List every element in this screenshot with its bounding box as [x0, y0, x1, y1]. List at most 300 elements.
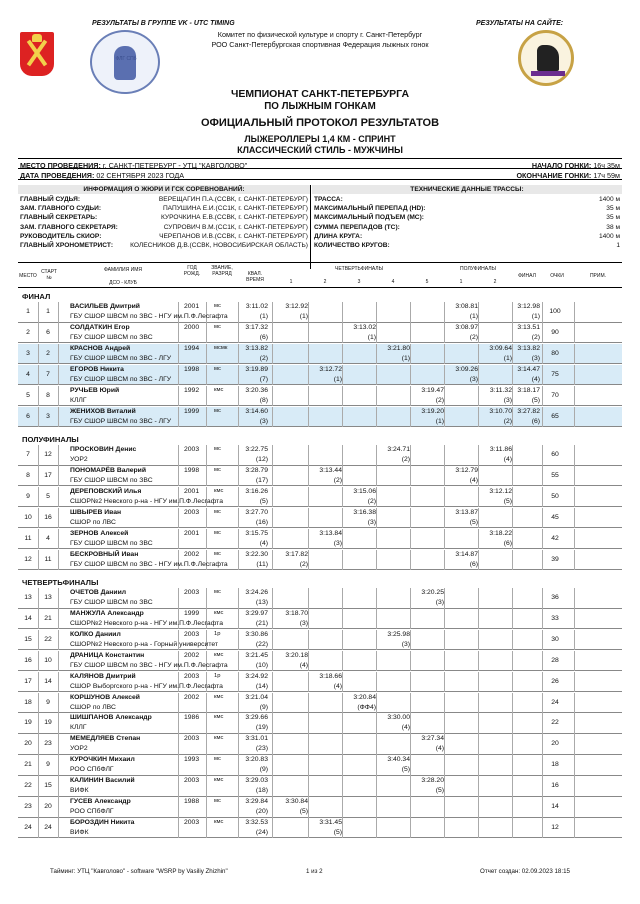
heat-time: 3:12.92: [285, 303, 308, 310]
place-cell: 7: [26, 451, 30, 458]
table-row: [18, 734, 622, 755]
tech-value: 35 м: [606, 205, 620, 213]
table-row: [18, 818, 622, 839]
athlete-name: БЕСКРОВНЫЙ Иван: [70, 550, 139, 558]
tech-row: [312, 232, 622, 241]
bib-cell: 6: [46, 328, 50, 336]
place-cell: 3: [26, 349, 30, 357]
spb-coat-of-arms-logo: [20, 32, 54, 76]
athlete-club: ВИФК: [70, 787, 89, 795]
venue-label: МЕСТО ПРОВЕДЕНИЯ:: [20, 160, 101, 170]
col-points: ОЧКИ: [550, 273, 564, 279]
qual-time: 3:21.45: [245, 651, 268, 659]
col-start: СТАРТ №: [41, 269, 57, 281]
col-final: ФИНАЛ: [518, 273, 536, 279]
sport-title: ПО ЛЫЖНЫМ ГОНКАМ: [264, 101, 376, 112]
qual-position: (23): [255, 745, 268, 753]
place-cell: 12: [24, 555, 32, 563]
birth-year: 2001: [184, 487, 200, 495]
athlete-club: СШОР№2 Невского р-на - НГУ им.П.Ф.Лесгафта: [70, 497, 223, 505]
qual-time: 3:29.84: [245, 798, 268, 805]
points-cell: 30: [551, 635, 559, 643]
qual-time: 3:30.86: [245, 630, 268, 638]
athlete-club: ГБУ СШОР ШВСМ по ЗВС: [70, 599, 153, 606]
athlete-name: ПОНОМАРЁВ Валерий: [70, 466, 147, 474]
heat-position: (3): [401, 640, 410, 648]
place-cell: 19: [24, 719, 32, 727]
place-cell: 8: [26, 471, 30, 479]
championship-title: ЧЕМПИОНАТ САНКТ-ПЕТЕРБУРГА: [230, 88, 410, 100]
sport-rank: мс: [214, 323, 221, 330]
athlete-name: ЕГОРОВ Никита: [70, 365, 124, 373]
tech-row: [312, 223, 622, 232]
heat-time: 3:08.81: [455, 303, 478, 310]
heat-time: 3:18.66: [319, 672, 342, 680]
col-q3: 3: [357, 279, 361, 285]
col-s1: 1: [459, 279, 463, 285]
athlete-name: МЕМЕДЛЯЕВ Степан: [70, 735, 141, 743]
place-cell: 1: [26, 308, 30, 315]
place-cell: 5: [26, 391, 30, 399]
jury-role: ЗАМ. ГЛАВНОГО СЕКРЕТАРЯ:: [20, 223, 118, 231]
col-qual: КВАЛ. ВРЕМЯ: [246, 271, 264, 283]
table-row: [18, 365, 622, 386]
table-row: [18, 630, 622, 651]
table-row: [18, 776, 622, 797]
tech-value: 38 м: [606, 223, 620, 231]
points-cell: 16: [551, 782, 559, 790]
heat-time: 3:13.02: [353, 323, 376, 331]
tech-param: ТРАССА:: [314, 196, 343, 203]
footer-created: Отчет создан: 02.09.2023 18:15: [480, 868, 570, 875]
site-results-link[interactable]: РЕЗУЛЬТАТЫ НА САЙТЕ:: [476, 20, 564, 27]
heat-position: (1): [401, 354, 410, 362]
heat-time: 3:31.45: [319, 818, 342, 826]
footer-page: 1 из 2: [306, 868, 323, 875]
heat-position: (3): [469, 375, 478, 383]
qual-position: (17): [255, 476, 268, 484]
athlete-club: ГБУ СШОР ШВСМ по ЗВС - НГУ им.П.Ф.Лесгафта: [70, 560, 228, 568]
sport-rank: кмс: [214, 693, 224, 700]
athlete-name: КОЛКО Даниил: [70, 630, 121, 638]
qual-position: (7): [259, 375, 268, 383]
heat-time: 3:12.79: [455, 466, 478, 474]
sport-rank: мс: [214, 529, 221, 536]
athlete-club: ГБУ СШОР ШВСМ по ЗВС - ЛГУ: [70, 375, 172, 383]
birth-year: 2002: [184, 651, 200, 659]
col-year: ГОД РОЖД.: [183, 265, 201, 277]
heat-position: (1): [367, 333, 376, 341]
points-cell: 22: [551, 719, 559, 727]
jury-row: [18, 232, 310, 241]
points-cell: 33: [551, 614, 559, 622]
athlete-club: ГБУ СШОР ШВСМ по ЗВС: [70, 539, 153, 547]
tech-param: СУММА ПЕРЕПАДОВ (TC):: [314, 223, 400, 231]
col-q4: 4: [391, 279, 395, 285]
athlete-club: СШОР№2 Невского р-на - НГУ им.П.Ф.Лесгафта: [70, 619, 223, 627]
birth-year: 1998: [184, 466, 200, 474]
heat-position: (3): [333, 539, 342, 547]
jury-row: [18, 213, 310, 222]
place-cell: 20: [24, 740, 32, 748]
place-cell: 14: [24, 614, 32, 622]
points-cell: 80: [551, 349, 559, 357]
col-place: МЕСТО: [19, 273, 37, 279]
heat-position: (4): [401, 724, 410, 732]
heat-position: (3): [299, 619, 308, 627]
heat-time: 3:10.70: [489, 407, 512, 415]
table-row: [18, 386, 622, 407]
tech-param: МАКСИМАЛЬНЫЙ ПЕРЕПАД (HD):: [314, 205, 426, 213]
athlete-name: КРАСНОВ Андрей: [70, 344, 131, 352]
jury-person: КУРОЧКИНА Е.В.(ССВК, г. САНКТ-ПЕТЕРБУРГ): [161, 214, 308, 222]
col-q5: 5: [425, 279, 429, 285]
athlete-name: ОЧЕТОВ Даниил: [70, 589, 127, 596]
jury-person: СУПРОВИЧ В.М.(СС1К, г. САНКТ-ПЕТЕРБУРГ): [163, 223, 308, 231]
sport-rank: 1р: [214, 672, 221, 679]
birth-year: 1988: [184, 798, 200, 805]
birth-year: 2000: [184, 323, 200, 331]
points-cell: 18: [551, 761, 559, 769]
points-cell: 60: [551, 451, 559, 458]
qual-position: (21): [255, 619, 268, 627]
table-row: [18, 693, 622, 714]
sport-rank: мс: [214, 550, 221, 557]
points-cell: 42: [551, 534, 559, 542]
birth-year: 1993: [184, 756, 200, 764]
birth-year: 2003: [184, 508, 200, 516]
heat-time: 3:12.12: [489, 487, 512, 495]
table-row: [18, 550, 622, 571]
heat-time: 3:08.97: [455, 323, 478, 331]
athlete-name: ШИШПАНОВ Александр: [70, 714, 152, 722]
athlete-club: РОО СПбФЛГ: [70, 766, 114, 774]
tech-row: [312, 195, 622, 204]
points-cell: 65: [551, 412, 559, 420]
table-row: [18, 323, 622, 344]
heat-position: (5): [503, 497, 512, 505]
qual-position: (6): [259, 333, 268, 341]
heat-position: (1): [435, 417, 444, 425]
final-position: (1): [531, 313, 540, 320]
heat-position: (4): [435, 745, 444, 753]
table-row: [18, 407, 622, 428]
bib-cell: 21: [44, 614, 52, 622]
athlete-name: КАЛЯНОВ Дмитрий: [70, 672, 136, 680]
section-semifinal: ПОЛУФИНАЛЫ: [22, 435, 79, 444]
athlete-club: УОР2: [70, 456, 88, 463]
heat-time: 3:19.20: [421, 407, 444, 415]
tech-row: [312, 213, 622, 222]
sport-rank: мс: [214, 446, 221, 452]
points-cell: 75: [551, 370, 559, 378]
birth-year: 2003: [184, 818, 200, 826]
bib-cell: 23: [44, 740, 52, 748]
discipline-title: ЛЫЖЕРОЛЛЕРЫ 1,4 КМ - СПРИНТ: [244, 134, 396, 144]
points-cell: 45: [551, 513, 559, 521]
qual-time: 3:28.79: [245, 466, 268, 474]
jury-person: ПАПУШИНА Е.И.(СС1К, г. САНКТ-ПЕТЕРБУРГ): [162, 205, 308, 213]
heat-position: (1): [469, 313, 478, 320]
tech-value: 35 м: [606, 214, 620, 222]
tech-row: [312, 241, 622, 250]
qual-position: (14): [255, 682, 268, 690]
bib-cell: 5: [46, 492, 50, 500]
athlete-club: СШОР№2 Невского р-на - Горный университет: [70, 640, 219, 648]
place-cell: 15: [24, 635, 32, 643]
section-final: ФИНАЛ: [22, 292, 51, 301]
table-row: [18, 487, 622, 508]
birth-year: 2003: [184, 735, 200, 743]
heat-position: (3): [367, 518, 376, 526]
heat-time: 3:14.87: [455, 550, 478, 558]
jury-header: ИНФОРМАЦИЯ О ЖЮРИ И ГСК СОРЕВНОВАНИЙ:: [18, 185, 310, 194]
final-time: 3:14.47: [517, 365, 540, 373]
jury-person: ВЕРЕЩАГИН П.А.(ССВК, г. САНКТ-ПЕТЕРБУРГ): [158, 196, 308, 203]
athlete-club: ГБУ СШОР ШВСМ по ЗВС: [70, 476, 153, 484]
heat-position: (4): [333, 682, 342, 690]
heat-time: 3:20.18: [285, 651, 308, 659]
bib-cell: 14: [44, 677, 52, 685]
points-cell: 55: [551, 471, 559, 479]
qual-position: (11): [256, 560, 268, 568]
sport-rank: мс: [214, 303, 221, 309]
sport-rank: мс: [214, 407, 221, 414]
qual-time: 3:19.89: [245, 365, 268, 373]
heat-time: 3:19.47: [421, 386, 444, 394]
heat-position: (4): [299, 661, 308, 669]
heat-position: (2): [435, 396, 444, 404]
bib-cell: 16: [44, 513, 52, 521]
birth-year: 1986: [184, 714, 200, 722]
footer-timing: Тайминг: УТЦ "Кавголово" - software "WSRP by Vasiliy Zhizhin": [50, 868, 228, 875]
qual-position: (9): [259, 703, 268, 711]
jury-row: [18, 223, 310, 232]
heat-time: 3:20.25: [421, 589, 444, 596]
athlete-club: СШОР по ЛВС: [70, 703, 116, 711]
end-value: 17ч 59м: [593, 170, 620, 180]
sport-rank: кмс: [214, 714, 224, 721]
tech-value: 1400 м: [598, 232, 620, 240]
place-cell: 6: [26, 412, 30, 420]
birth-year: 2001: [184, 303, 200, 310]
heat-time: 3:09.26: [455, 365, 478, 373]
bib-cell: 10: [44, 656, 52, 664]
qual-position: (12): [255, 456, 268, 463]
ski-federation-logo: ФЛГ СПб: [90, 30, 160, 94]
heat-position: (6): [469, 560, 478, 568]
start-value: 16ч 35м: [593, 160, 620, 170]
start-label: НАЧАЛО ГОНКИ:: [531, 160, 592, 170]
bronze-horseman-emblem-logo: [518, 30, 574, 86]
qual-position: (13): [255, 599, 268, 606]
bib-cell: 11: [44, 555, 52, 563]
athlete-club: ГБУ СШОР ШВСМ по ЗВС - НГУ им.П.Ф.Лесгафта: [70, 661, 228, 669]
heat-time: 3:12.72: [319, 365, 342, 373]
qual-time: 3:29.97: [245, 609, 268, 617]
place-cell: 16: [24, 656, 32, 664]
jury-row: [18, 195, 310, 204]
bib-cell: 15: [44, 782, 52, 790]
points-cell: 24: [551, 698, 559, 706]
heat-position: (2): [333, 476, 342, 484]
points-cell: 14: [551, 803, 559, 810]
athlete-name: ЖЕНИХОВ Виталий: [70, 407, 136, 415]
points-cell: 100: [549, 308, 561, 315]
heat-position: (4): [503, 456, 512, 463]
points-cell: 12: [551, 823, 559, 831]
athlete-club: ГБУ СШОР ШВСМ по ЗВС: [70, 333, 153, 341]
venue-row: [18, 158, 622, 169]
birth-year: 2003: [184, 672, 200, 680]
tech-value: 1: [616, 242, 620, 249]
heat-time: 3:17.82: [285, 550, 308, 558]
results-table-header: [18, 262, 622, 288]
points-cell: 26: [551, 677, 559, 685]
sport-rank: мс: [214, 508, 221, 515]
bib-cell: 3: [46, 412, 50, 420]
table-row: [18, 713, 622, 734]
jury-row: [18, 204, 310, 213]
tech-param: ДЛИНА КРУГА:: [314, 232, 363, 240]
heat-time: 3:18.70: [285, 609, 308, 617]
table-row: [18, 529, 622, 550]
athlete-club: ГБУ СШОР ШВСМ по ЗВС - НГУ им.П.Ф.Лесгафта: [70, 313, 228, 320]
jury-row: [18, 241, 310, 250]
sport-rank: кмс: [214, 386, 224, 393]
sport-rank: мс: [214, 798, 221, 804]
athlete-name: ВАСИЛЬЕВ Дмитрий: [70, 303, 140, 310]
qual-time: 3:29.66: [245, 714, 268, 722]
col-q1: 1: [289, 279, 293, 285]
bib-cell: 9: [46, 761, 50, 769]
federation-line: РОО Санкт-Петербургская спортивная Федерация лыжных гонок: [211, 40, 429, 49]
birth-year: 2002: [184, 693, 200, 701]
place-cell: 9: [26, 492, 30, 500]
place-cell: 17: [24, 677, 32, 685]
place-cell: 11: [24, 534, 32, 542]
athlete-club: ГБУ СШОР ШВСМ по ЗВС - ЛГУ: [70, 417, 172, 425]
athlete-name: РУЧЬЕВ Юрий: [70, 386, 120, 394]
birth-year: 1992: [184, 386, 200, 394]
heat-time: 3:09.64: [489, 344, 512, 352]
end-label: ОКОНЧАНИЕ ГОНКИ:: [516, 170, 592, 180]
bib-cell: 20: [44, 803, 52, 810]
qual-position: (4): [259, 539, 268, 547]
athlete-name: ПРОСКОВИН Денис: [70, 446, 137, 453]
table-row: [18, 672, 622, 693]
organizers: [180, 30, 460, 50]
table-row: [18, 508, 622, 529]
jury-role: ЗАМ. ГЛАВНОГО СУДЬИ:: [20, 205, 102, 213]
birth-year: 2001: [184, 529, 200, 537]
heat-position: (5): [401, 766, 410, 774]
tech-header: ТЕХНИЧЕСКИЕ ДАННЫЕ ТРАССЫ:: [312, 185, 622, 194]
final-time: 3:18.17: [517, 386, 540, 394]
heat-time: 3:21.80: [387, 344, 410, 352]
athlete-name: КУРОЧКИН Михаил: [70, 756, 135, 764]
qual-time: 3:17.32: [245, 323, 268, 331]
sport-rank: кмс: [214, 487, 224, 494]
jury-role: ГЛАВНЫЙ СЕКРЕТАРЬ:: [20, 214, 98, 222]
final-position: (2): [531, 333, 540, 341]
jury-person: ЧЕРЕПАНОВ И.В.(ССВК, г. САНКТ-ПЕТЕРБУРГ): [159, 232, 308, 240]
heat-time: 3:13.84: [319, 529, 342, 537]
table-row: [18, 445, 622, 466]
birth-year: 1999: [184, 609, 200, 617]
birth-year: 2002: [184, 550, 200, 558]
bib-cell: 8: [46, 391, 50, 399]
athlete-name: ГУСЕВ Александр: [70, 798, 131, 805]
athlete-name: ДРАНИЦА Константин: [70, 651, 145, 659]
tech-row: [312, 204, 622, 213]
birth-year: 1999: [184, 407, 200, 415]
heat-position: (ФФ4): [357, 703, 376, 711]
heat-position: (5): [333, 828, 342, 836]
date-value: 02 СЕНТЯБРЯ 2023 ГОДА: [96, 170, 185, 180]
venue-value: г. САНКТ-ПЕТЕРБУРГ - УТЦ "КАВГОЛОВО": [102, 160, 248, 170]
jury-role: ГЛАВНЫЙ ХРОНОМЕТРИСТ:: [20, 242, 114, 249]
table-row: [18, 651, 622, 672]
qual-position: (19): [255, 724, 268, 732]
col-q2: 2: [323, 279, 327, 285]
final-time: 3:13.51: [517, 323, 540, 331]
qual-time: 3:20.36: [245, 386, 268, 394]
place-cell: 21: [24, 761, 32, 769]
place-cell: 18: [24, 698, 32, 706]
col-s2: 2: [493, 279, 497, 285]
qual-position: (24): [255, 828, 268, 836]
table-row: [18, 344, 622, 365]
sport-rank: кмс: [214, 651, 224, 658]
table-row: [18, 302, 622, 323]
final-time: 3:13.82: [517, 344, 540, 352]
athlete-name: МАНЖУЛА Александр: [70, 609, 144, 617]
athlete-name: БОРОЗДИН Никита: [70, 818, 135, 826]
qual-position: (5): [259, 497, 268, 505]
sport-rank: мс: [214, 589, 221, 595]
tech-value: 1400 м: [598, 196, 620, 203]
heat-position: (2): [367, 497, 376, 505]
table-row: [18, 609, 622, 630]
date-row: [18, 169, 622, 180]
heat-time: 3:30.84: [285, 798, 308, 805]
athlete-club: КЛЛГ: [70, 396, 87, 404]
final-time: 3:12.98: [517, 303, 540, 310]
protocol-title: ОФИЦИАЛЬНЫЙ ПРОТОКОЛ РЕЗУЛЬТАТОВ: [200, 117, 440, 129]
heat-position: (2): [503, 417, 512, 425]
athlete-club: СШОР по ЛВС: [70, 518, 116, 526]
heat-time: 3:15.06: [353, 487, 376, 495]
vk-results-link[interactable]: РЕЗУЛЬТАТЫ В ГРУППЕ VK - UTC TIMING: [92, 20, 235, 27]
bib-cell: 24: [44, 823, 52, 831]
table-row: [18, 588, 622, 609]
bib-cell: 17: [44, 471, 52, 479]
birth-year: 2003: [184, 630, 200, 638]
committee-line: Комитет по физической культуре и спорту г. Санкт-Петербург: [217, 30, 423, 39]
final-time: 3:27.82: [517, 407, 540, 415]
heat-time: 3:28.20: [421, 777, 444, 785]
athlete-club: СШОР Выборгского р-на - НГУ им.П.Ф.Лесгафта: [70, 682, 223, 690]
heat-time: 3:40.34: [387, 756, 410, 764]
qual-time: 3:24.26: [245, 589, 268, 596]
points-cell: 28: [551, 656, 559, 664]
qual-position: (18): [255, 787, 268, 795]
sport-rank: кмс: [214, 609, 224, 616]
athlete-name: ШВЫРЕВ Иван: [70, 508, 122, 516]
qual-time: 3:32.53: [245, 818, 268, 826]
heat-time: 3:16.38: [353, 508, 376, 516]
